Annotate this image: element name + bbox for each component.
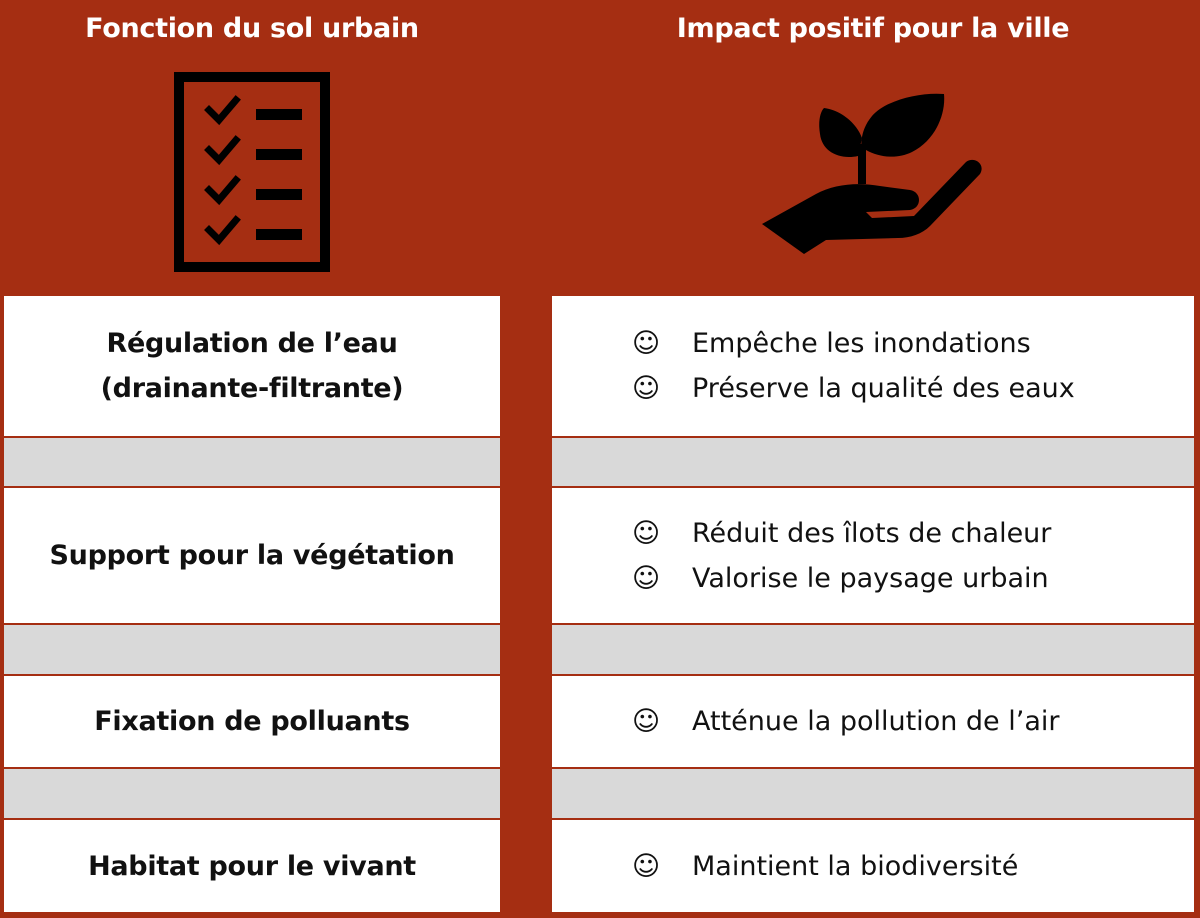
impact-label: Maintient la biodiversité [692, 850, 1019, 882]
spacer-row [552, 769, 1194, 818]
impact-item [552, 321, 1194, 366]
function-label: Support pour la végétation [49, 540, 455, 571]
impact-label: Empêche les inondations [692, 328, 1031, 359]
function-cell [4, 488, 500, 623]
impact-cell [552, 676, 1194, 767]
impact-label: Atténue la pollution de l’air [692, 706, 1060, 737]
smiley-icon: ☺ [632, 373, 661, 404]
impact-item [552, 511, 1194, 556]
impact-label: Préserve la qualité des eaux [692, 373, 1075, 404]
smiley-icon: ☺ [632, 562, 661, 594]
function-label: Habitat pour le vivant [88, 850, 416, 882]
smiley-icon: ☺ [632, 706, 661, 737]
spacer-row [4, 625, 500, 674]
impact-label: Valorise le paysage urbain [692, 562, 1049, 594]
function-label: (drainante-filtrante) [100, 373, 404, 404]
function-label: Régulation de l’eau [106, 328, 398, 359]
spacer-row [552, 625, 1194, 674]
smiley-icon: ☺ [632, 328, 661, 359]
function-label: Fixation de polluants [94, 706, 410, 737]
impact-item [552, 699, 1194, 744]
impact-label: Réduit des îlots de chaleur [692, 517, 1052, 549]
impact-item [552, 556, 1194, 601]
impact-cell [552, 820, 1194, 912]
impact-cell [552, 488, 1194, 623]
spacer-row [4, 769, 500, 818]
plant-in-hand-icon [762, 86, 984, 254]
impact-item [552, 366, 1194, 411]
impact-item [552, 844, 1194, 889]
smiley-icon: ☺ [632, 850, 661, 882]
spacer-row [552, 438, 1194, 486]
function-cell [4, 676, 500, 767]
function-cell [4, 820, 500, 912]
function-cell [4, 296, 500, 436]
spacer-row [4, 438, 500, 486]
impact-cell [552, 296, 1194, 436]
smiley-icon: ☺ [632, 517, 661, 549]
column-header-impact: Impact positif pour la ville [676, 13, 1070, 44]
column-header-function: Fonction du sol urbain [85, 13, 419, 44]
checklist-icon [174, 72, 330, 272]
